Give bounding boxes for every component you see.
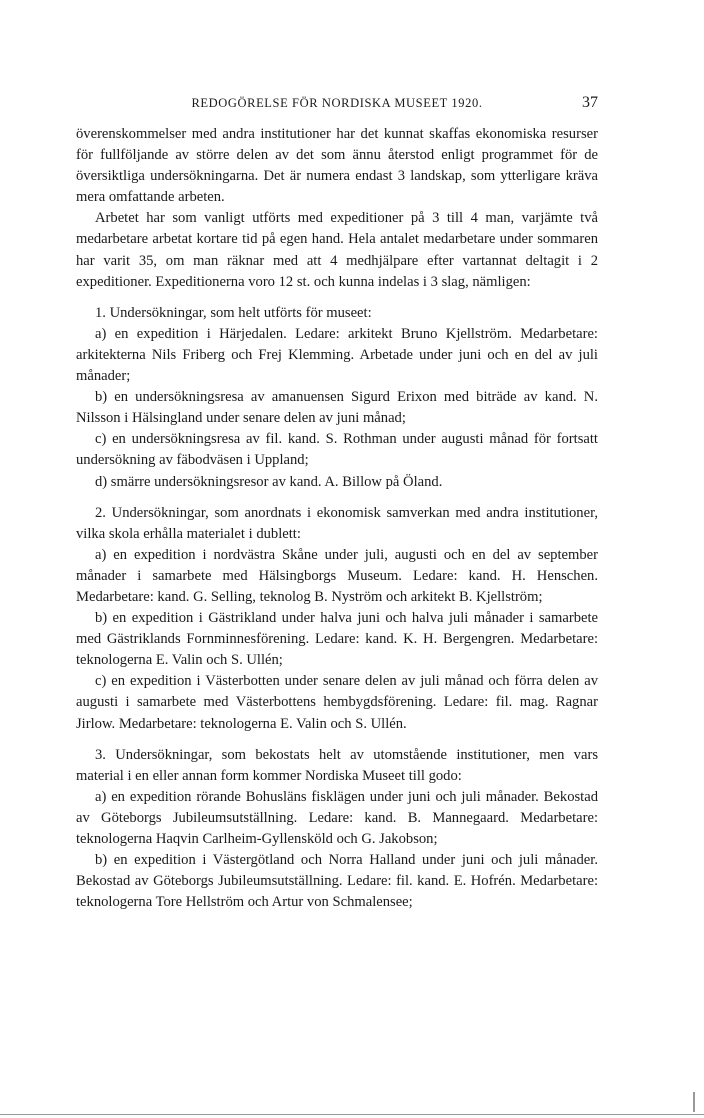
paragraph: b) en expedition i Gästrikland under halva juni och halva juli månader i samarbete med Gästriklands Fornminnesförening. Ledare: kand. K. H. Bergengren. Medarbetare: teknologerna E. Valin och S. Ullén; bbox=[76, 610, 598, 669]
paragraph: 1. Undersökningar, som helt utförts för museet: bbox=[95, 304, 372, 321]
body-text bbox=[76, 124, 598, 913]
paragraph: a) en expedition i Härjedalen. Ledare: arkitekt Bruno Kjellström. Medarbetare: arkitekterna Nils Friberg och Frej Klemming. Arbetade under juni och en del av juli månader; bbox=[76, 325, 598, 385]
paragraph: d) smärre undersökningsresor av kand. A. Billow på Öland. bbox=[95, 473, 443, 490]
paragraph: a) en expedition rörande Bohusläns fisklägen under juni och juli månader. Bekostad av Göteborgs Jubileumsutställning. Ledare: kand. B. Mannegaard. Medarbetare: teknologerna Haqvin Carlheim-Gyllensköld och G. Jakobson; bbox=[76, 788, 598, 847]
paragraph: 3. Undersökningar, som bekostats helt av utomstående institutioner, men vars material i en eller annan form kommer Nordiska Museet till godo: bbox=[76, 746, 598, 784]
paragraph: a) en expedition i nordvästra Skåne under juli, augusti och en del av september månader i samarbete med Hälsingborgs Museum. Ledare: kand. H. Henschen. Medarbetare: kand. G. Selling, teknolog B. Nyström och arkitekt B. Kjellström; bbox=[76, 546, 598, 605]
page-header bbox=[76, 93, 598, 113]
paragraph: 2. Undersökningar, som anordnats i ekonomisk samverkan med andra institutioner, vilka skola erhålla materialet i dublett: bbox=[76, 504, 598, 542]
paragraph: överenskommelser med andra institutioner har det kunnat skaffas ekonomiska resurser för fullföljande av större delen av det som ännu återstod enligt programmet för de översiktliga undersökningarna. Det är numera endast 3 landskap, som ytterligare kräva mera omfattande arbeten. bbox=[76, 126, 598, 206]
paragraph: Arbetet har som vanligt utförts med expeditioner på 3 till 4 man, varjämte två medarbetare arbetat kortare tid på egen hand. Hela antalet medarbetare under sommaren har varit 35, om man räknar med att 4 medhjälpare efter vartannat deltagit i 2 expeditioner. Expeditionerna voro 12 st. och kunna indelas i 3 slag, nämligen: bbox=[76, 210, 598, 290]
running-title: REDOGÖRELSE FÖR NORDISKA MUSEET 1920. bbox=[191, 96, 483, 110]
paragraph: c) en undersökningsresa av fil. kand. S. Rothman under augusti månad för fortsatt undersökning av fäbodväsen i Uppland; bbox=[76, 431, 598, 469]
paragraph: b) en expedition i Västergötland och Norra Halland under juni och juli månader. Bekostad av Göteborgs Jubileumsutställning. Ledare: fil. kand. E. Hofrén. Medarbetare: teknologerna Tore Hellström och Artur von Schmalensee; bbox=[76, 852, 598, 911]
paragraph: b) en undersökningsresa av amanuensen Sigurd Erixon med biträde av kand. N. Nilsson i Hälsingland under senare delen av juni månad; bbox=[76, 389, 598, 427]
scan-corner-mark bbox=[693, 1092, 695, 1112]
paragraph: c) en expedition i Västerbotten under senare delen av juli månad och förra delen av augusti i samarbete med Västerbottens hembygdsförening. Ledare: fil. mag. Ragnar Jirlow. Medarbetare: teknologerna E. Valin och S. Ullén. bbox=[76, 673, 598, 732]
page-number: 37 bbox=[582, 94, 598, 111]
scan-edge-line bbox=[0, 1114, 704, 1115]
